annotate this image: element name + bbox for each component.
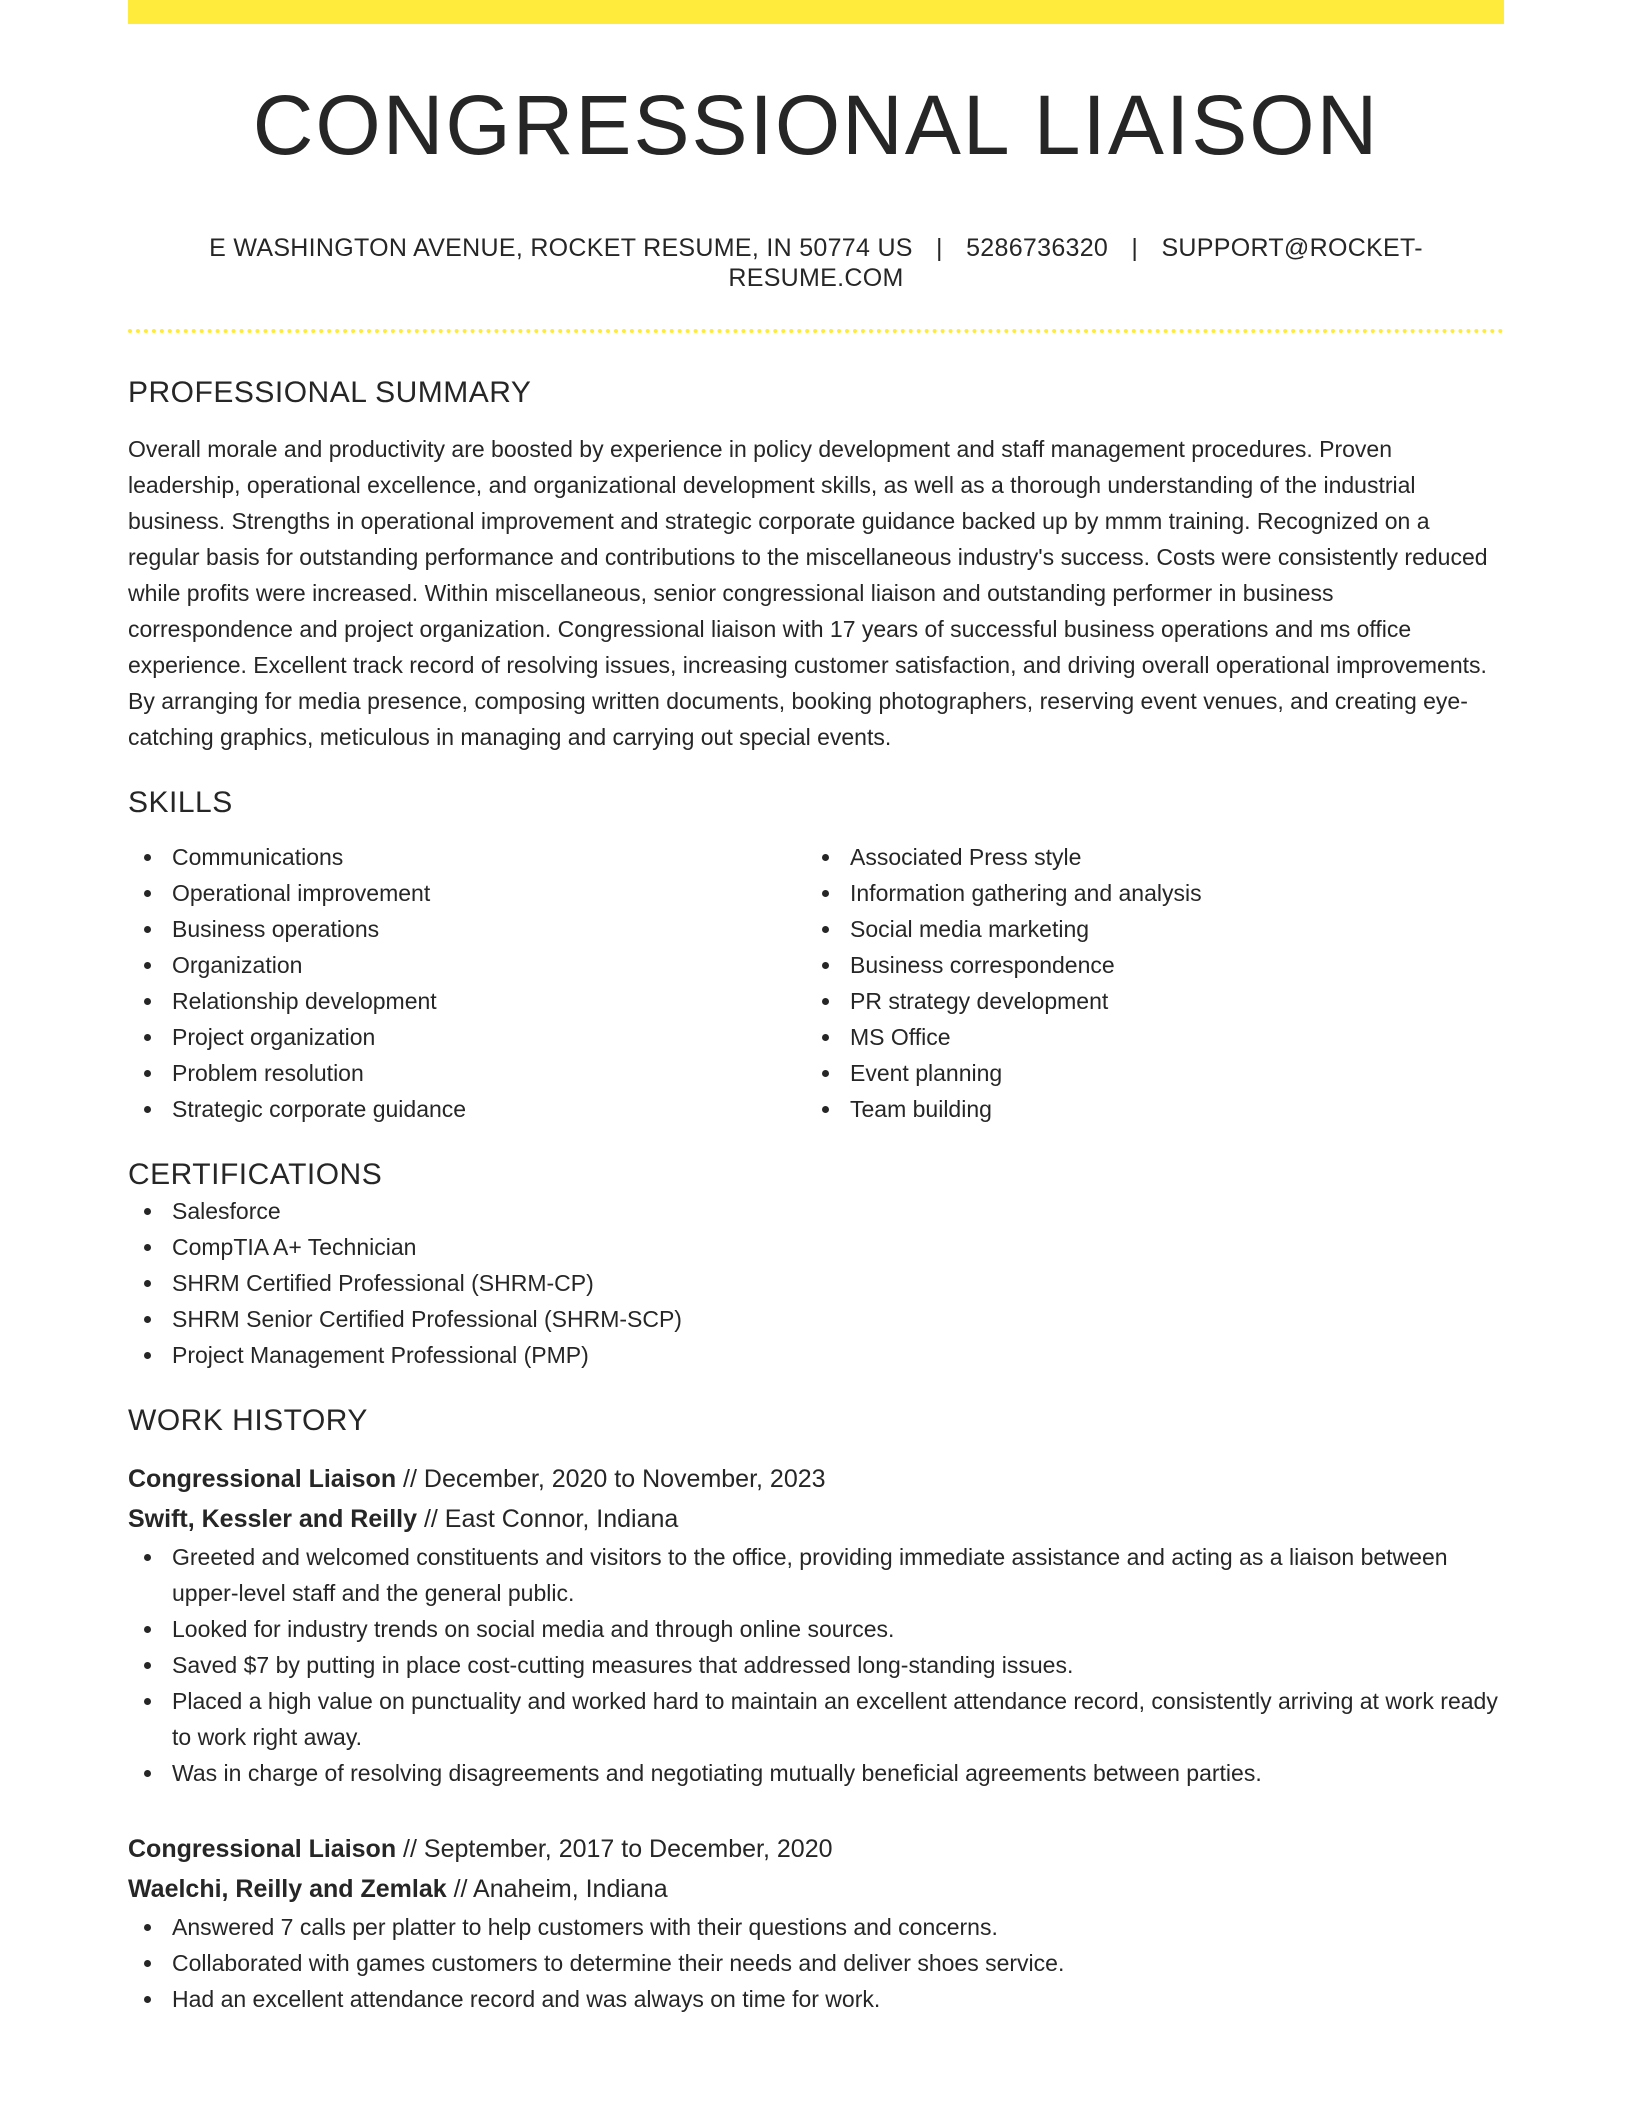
skill-item: Communications — [128, 839, 806, 875]
resume-name-title: CONGRESSIONAL LIAISON — [252, 78, 1380, 172]
skill-item: Event planning — [806, 1055, 1484, 1091]
job-duties-list — [128, 1539, 1504, 1791]
certification-item: Project Management Professional (PMP) — [128, 1337, 1504, 1373]
skill-item: Business operations — [128, 911, 806, 947]
certification-item: SHRM Senior Certified Professional (SHRM-SCP) — [128, 1301, 1504, 1337]
skill-item: Information gathering and analysis — [806, 875, 1484, 911]
section-heading: WORK HISTORY — [128, 1404, 368, 1438]
certifications-section — [128, 1157, 1504, 1373]
skill-item: PR strategy development — [806, 983, 1484, 1019]
skills-list-right — [806, 839, 1484, 1127]
job-title-line — [128, 1829, 1504, 1869]
job-company: Swift, Kessler and Reilly — [128, 1505, 417, 1534]
contact-address: E WASHINGTON AVENUE, ROCKET RESUME, IN 50774 US — [209, 234, 913, 263]
job-duty-item: Answered 7 calls per platter to help customers with their questions and concerns. — [128, 1909, 1504, 1945]
skill-item: Strategic corporate guidance — [128, 1091, 806, 1127]
certification-item: CompTIA A+ Technician — [128, 1229, 1504, 1265]
section-heading: SKILLS — [128, 786, 233, 820]
skill-item: MS Office — [806, 1019, 1484, 1055]
job-duties-list — [128, 1909, 1504, 2017]
job-duty-item: Saved $7 by putting in place cost-cutting measures that addressed long-standing issues. — [128, 1647, 1504, 1683]
job-entry — [128, 1459, 1504, 1791]
skill-item: Social media marketing — [806, 911, 1484, 947]
job-duty-item: Was in charge of resolving disagreements and negotiating mutually beneficial agreements between parties. — [128, 1755, 1504, 1791]
skill-item: Business correspondence — [806, 947, 1484, 983]
job-role: Congressional Liaison — [128, 1835, 397, 1864]
skills-column-left — [128, 839, 806, 1127]
job-location: // Anaheim, Indiana — [446, 1875, 668, 1904]
skills-grid — [128, 839, 1504, 1127]
dotted-divider — [128, 329, 1504, 333]
job-company-line — [128, 1499, 1504, 1539]
job-company-line — [128, 1869, 1504, 1909]
work-history-section — [128, 1403, 1504, 2017]
section-heading: PROFESSIONAL SUMMARY — [128, 376, 532, 410]
accent-top-bar — [128, 0, 1504, 24]
skills-column-right — [806, 839, 1484, 1127]
job-duty-item: Looked for industry trends on social media and through online sources. — [128, 1611, 1504, 1647]
skill-item: Relationship development — [128, 983, 806, 1019]
skill-item: Associated Press style — [806, 839, 1484, 875]
contact-line — [128, 233, 1504, 293]
certification-item: SHRM Certified Professional (SHRM-CP) — [128, 1265, 1504, 1301]
job-location: // East Connor, Indiana — [417, 1505, 679, 1534]
skill-item: Project organization — [128, 1019, 806, 1055]
skill-item: Problem resolution — [128, 1055, 806, 1091]
skill-item: Team building — [806, 1091, 1484, 1127]
job-duty-item: Greeted and welcomed constituents and visitors to the office, providing immediate assistance and acting as a liaison between upper-level staff and the general public. — [128, 1539, 1504, 1611]
contact-phone: 5286736320 — [966, 234, 1109, 263]
skills-list-left — [128, 839, 806, 1127]
contact-separator: | — [936, 234, 943, 263]
summary-paragraph: Overall morale and productivity are boosted by experience in policy development and staff management procedures. Proven leadership, operational excellence, and organizational development skills, as well as a thorough understanding of the industrial business. Strengths in operational improvement and strategic corporate guidance backed up by mmm training. Recognized on a regular basis for outstanding performance and contributions to the miscellaneous industry's success. Costs were consistently reduced while profits were increased. Within miscellaneous, senior congressional liaison and outstanding performer in business correspondence and project organization. Congressional liaison with 17 years of successful business operations and ms office experience. Excellent track record of resolving issues, increasing customer satisfaction, and driving overall operational improvements. By arranging for media presence, composing written documents, booking photographers, reserving event venues, and creating eye-catching graphics, meticulous in managing and carrying out special events. — [128, 436, 1488, 751]
job-duty-item: Placed a high value on punctuality and worked hard to maintain an excellent attendance record, consistently arriving at work ready to work right away. — [128, 1683, 1504, 1755]
skill-item: Operational improvement — [128, 875, 806, 911]
job-dates: // December, 2020 to November, 2023 — [396, 1465, 826, 1494]
job-company: Waelchi, Reilly and Zemlak — [128, 1875, 447, 1904]
job-title-line — [128, 1459, 1504, 1499]
job-duty-item: Collaborated with games customers to determine their needs and deliver shoes service. — [128, 1945, 1504, 1981]
job-role: Congressional Liaison — [128, 1465, 397, 1494]
contact-separator: | — [1131, 234, 1139, 263]
section-heading: CERTIFICATIONS — [128, 1158, 383, 1192]
skill-item: Organization — [128, 947, 806, 983]
certification-item: Salesforce — [128, 1193, 1504, 1229]
job-duty-item: Had an excellent attendance record and was always on time for work. — [128, 1981, 1504, 2017]
resume-page — [128, 0, 1504, 2017]
professional-summary-section — [128, 375, 1504, 755]
contact-email: SUPPORT@ROCKET-RESUME.COM — [728, 234, 1423, 293]
job-entry — [128, 1829, 1504, 2017]
job-dates: // September, 2017 to December, 2020 — [396, 1835, 833, 1864]
certifications-list — [128, 1193, 1504, 1373]
skills-section — [128, 785, 1504, 1127]
